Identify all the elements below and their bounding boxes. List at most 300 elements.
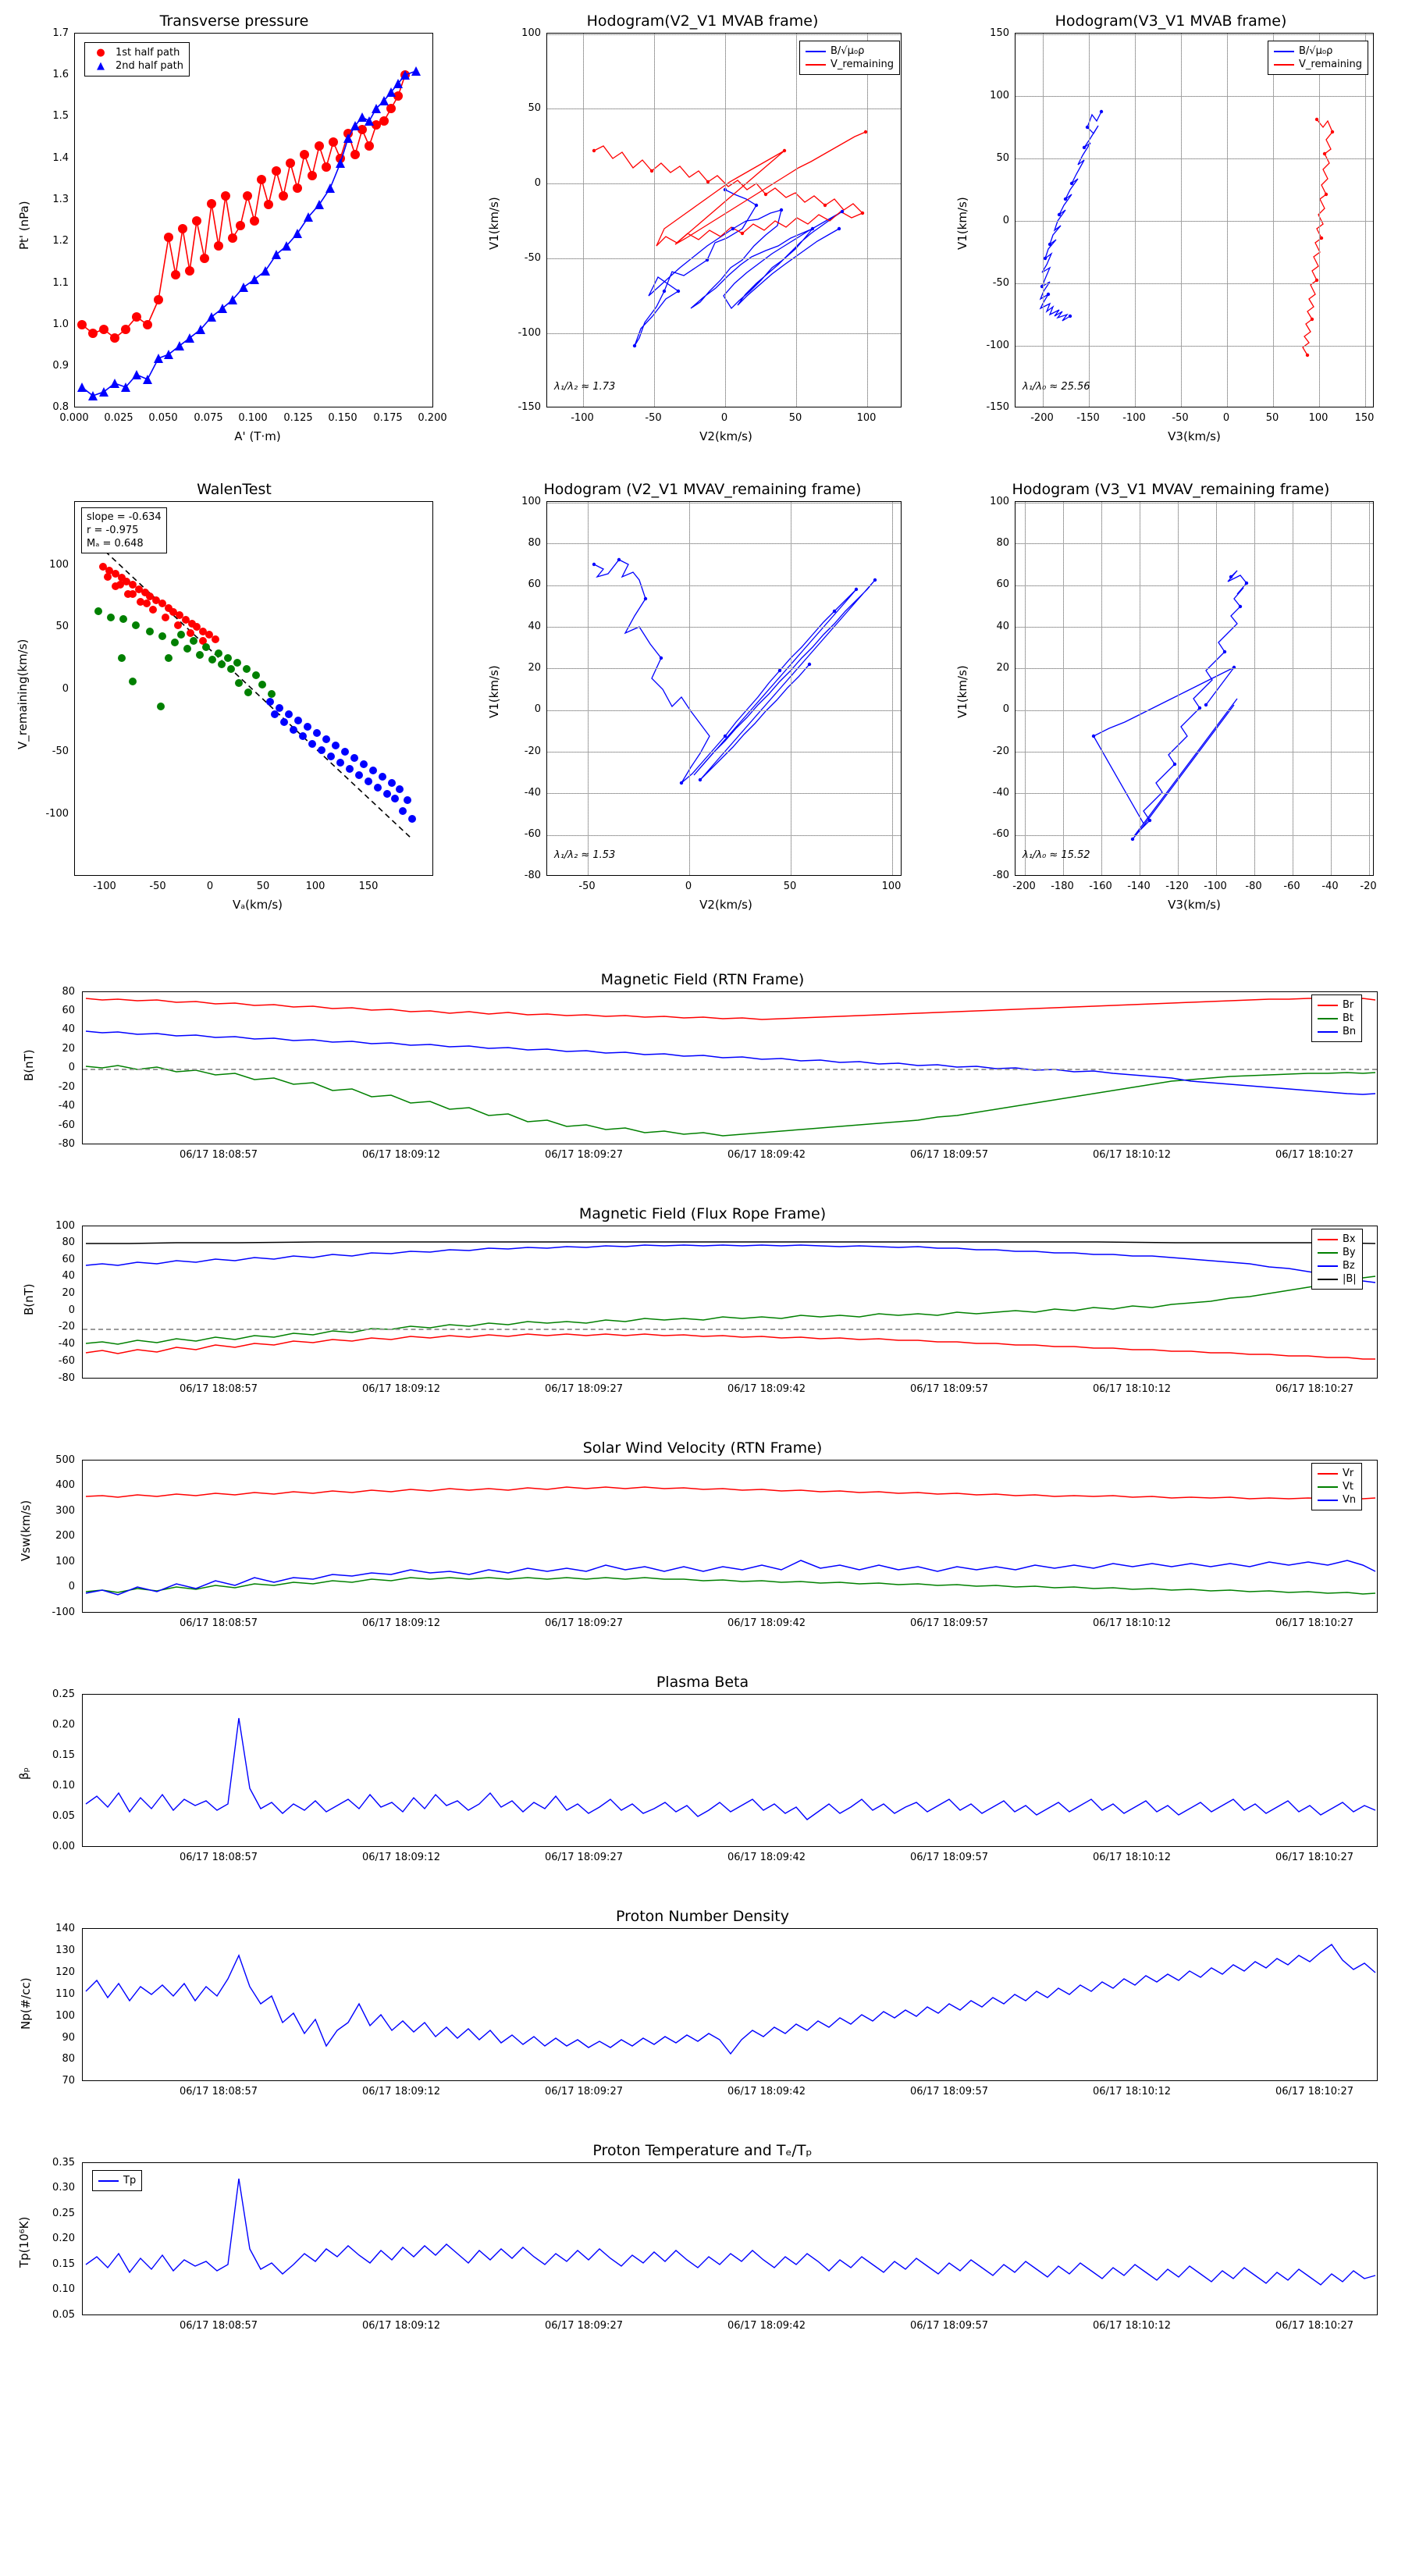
x-tick: 06/17 18:10:27 bbox=[1275, 1149, 1353, 1161]
x-tick: -60 bbox=[1283, 881, 1300, 892]
y-tick: 200 bbox=[55, 1530, 75, 1542]
y-tick: 50 bbox=[55, 621, 69, 632]
panel-title: Hodogram (V2_V1 MVAV_remaining frame) bbox=[543, 481, 862, 498]
y-tick: 0.25 bbox=[52, 2208, 75, 2219]
y-tick: 0.05 bbox=[52, 2309, 75, 2321]
x-axis-label: V3(km/s) bbox=[1168, 898, 1221, 912]
y-tick: 100 bbox=[521, 496, 541, 507]
y-tick: -60 bbox=[524, 828, 541, 840]
legend-item bbox=[91, 59, 183, 73]
y-tick: 100 bbox=[990, 90, 1009, 101]
legend-label: Tp bbox=[123, 2175, 137, 2186]
y-tick: 0.10 bbox=[52, 1780, 75, 1791]
x-tick: 0.050 bbox=[148, 412, 178, 424]
gridline bbox=[588, 502, 589, 876]
line-swatch bbox=[1274, 64, 1294, 66]
line-swatch bbox=[806, 51, 826, 52]
y-tick: -100 bbox=[518, 327, 541, 339]
x-tick: 06/17 18:09:42 bbox=[727, 2320, 806, 2332]
x-tick: 0 bbox=[1222, 412, 1230, 424]
gridline bbox=[547, 258, 902, 259]
eigenvalue-annotation: λ₁/λ₂ ≈ 1.53 bbox=[554, 849, 616, 861]
x-tick: 06/17 18:09:57 bbox=[910, 2086, 988, 2097]
panel-title: Proton Number Density bbox=[616, 1908, 789, 1925]
y-tick: 0.15 bbox=[52, 2258, 75, 2270]
panel-title: Magnetic Field (RTN Frame) bbox=[600, 971, 805, 988]
gridline bbox=[725, 34, 726, 407]
y-tick: 0 bbox=[534, 177, 541, 189]
x-tick: 0 bbox=[206, 881, 214, 892]
panel-plasma-beta bbox=[0, 1670, 1405, 1889]
x-tick: 06/17 18:09:27 bbox=[545, 1149, 623, 1161]
legend-label: Br bbox=[1343, 999, 1354, 1011]
gridline bbox=[1016, 793, 1374, 794]
slope-value: slope = -0.634 bbox=[87, 511, 162, 523]
legend bbox=[84, 42, 190, 76]
y-tick: -150 bbox=[518, 401, 541, 413]
y-tick: 20 bbox=[62, 1043, 75, 1055]
x-tick: -200 bbox=[1030, 412, 1054, 424]
x-tick: 06/17 18:09:42 bbox=[727, 2086, 806, 2097]
panel-title: Transverse pressure bbox=[159, 12, 309, 30]
line-swatch bbox=[1318, 1486, 1338, 1488]
legend-item bbox=[91, 46, 183, 59]
x-tick: 06/17 18:09:57 bbox=[910, 1852, 988, 1863]
gridline bbox=[547, 710, 902, 711]
x-tick: 06/17 18:09:57 bbox=[910, 1617, 988, 1629]
x-tick: 50 bbox=[1265, 412, 1279, 424]
gridline bbox=[1331, 502, 1332, 876]
legend-label: Bz bbox=[1343, 1260, 1355, 1272]
x-tick: 06/17 18:09:12 bbox=[362, 1149, 440, 1161]
x-tick: -120 bbox=[1165, 881, 1189, 892]
y-tick: -100 bbox=[45, 808, 69, 820]
x-tick: -100 bbox=[571, 412, 594, 424]
x-tick: -140 bbox=[1127, 881, 1151, 892]
legend-item bbox=[1318, 1246, 1357, 1259]
x-tick: 06/17 18:09:12 bbox=[362, 2320, 440, 2332]
legend-label: V_remaining bbox=[1299, 59, 1363, 70]
legend-item bbox=[1318, 1025, 1356, 1038]
x-tick: 06/17 18:09:27 bbox=[545, 2086, 623, 2097]
series-canvas bbox=[83, 1461, 1378, 1613]
x-tick: 0 bbox=[720, 412, 728, 424]
gridline bbox=[1216, 502, 1217, 876]
y-tick: 40 bbox=[62, 1270, 75, 1282]
x-tick: 06/17 18:09:12 bbox=[362, 1852, 440, 1863]
y-tick: 70 bbox=[62, 2075, 75, 2087]
y-axis-label: Pt' (nPa) bbox=[17, 201, 31, 250]
series-v-remaining bbox=[594, 132, 866, 246]
panel-hodogram-v3v1-mvav bbox=[937, 468, 1405, 921]
gridline bbox=[689, 502, 690, 876]
y-axis-label: B(nT) bbox=[22, 1283, 36, 1315]
y-tick: 0.20 bbox=[52, 1719, 75, 1731]
panel-proton-number-density bbox=[0, 1905, 1405, 2123]
y-tick: 0 bbox=[68, 1304, 75, 1316]
y-tick: 0.20 bbox=[52, 2233, 75, 2244]
gridline bbox=[1016, 668, 1374, 669]
series-canvas bbox=[83, 1695, 1378, 1847]
legend-item bbox=[1318, 1012, 1356, 1025]
x-tick: 50 bbox=[783, 881, 797, 892]
x-tick: 06/17 18:09:12 bbox=[362, 1383, 440, 1395]
x-tick: 150 bbox=[358, 881, 379, 892]
x-axis-label: Vₐ(km/s) bbox=[232, 898, 283, 912]
y-tick: 500 bbox=[55, 1454, 75, 1466]
x-tick: -100 bbox=[1122, 412, 1146, 424]
gridline bbox=[654, 34, 655, 407]
circle-marker-icon: ● bbox=[96, 47, 105, 59]
legend bbox=[1311, 1229, 1363, 1290]
series-2nd-half-path bbox=[82, 71, 416, 396]
x-axis-label: V2(km/s) bbox=[699, 429, 752, 443]
y-tick: 100 bbox=[55, 1220, 75, 1232]
y-tick: -40 bbox=[58, 1100, 75, 1112]
zero-line bbox=[83, 1329, 1377, 1330]
legend-item bbox=[1318, 1272, 1357, 1286]
y-tick: 0.05 bbox=[52, 1810, 75, 1822]
eigenvalue-annotation: λ₁/λ₀ ≈ 25.56 bbox=[1023, 381, 1090, 393]
line-swatch bbox=[1318, 1265, 1338, 1267]
line-swatch bbox=[1318, 1031, 1338, 1033]
y-tick: 1.2 bbox=[52, 235, 69, 247]
y-tick: -100 bbox=[52, 1606, 75, 1618]
x-tick: 06/17 18:10:27 bbox=[1275, 1383, 1353, 1395]
series-br bbox=[86, 998, 1375, 1019]
y-tick: 0 bbox=[62, 683, 69, 695]
series-bx bbox=[86, 1334, 1375, 1359]
plot-area bbox=[1015, 501, 1374, 876]
x-tick: 100 bbox=[856, 412, 877, 424]
series-canvas bbox=[547, 34, 902, 407]
panel-proton-temperature bbox=[0, 2139, 1405, 2357]
gridline bbox=[1016, 752, 1374, 753]
y-tick: 80 bbox=[62, 1236, 75, 1248]
series-by bbox=[86, 1276, 1375, 1344]
y-tick: 0.10 bbox=[52, 2283, 75, 2295]
plot-area bbox=[74, 33, 433, 407]
y-tick: 110 bbox=[55, 1988, 75, 2000]
y-tick: 1.6 bbox=[52, 69, 69, 80]
plot-area bbox=[74, 501, 433, 876]
gridline bbox=[1016, 543, 1374, 544]
x-tick: 100 bbox=[881, 881, 902, 892]
legend-label: B/√μ₀ρ bbox=[831, 45, 865, 57]
y-tick: 60 bbox=[62, 1005, 75, 1016]
x-tick: 06/17 18:09:27 bbox=[545, 2320, 623, 2332]
y-tick: -80 bbox=[58, 1372, 75, 1384]
x-tick: 06/17 18:09:42 bbox=[727, 1149, 806, 1161]
line-swatch bbox=[1318, 1279, 1338, 1280]
series-canvas bbox=[75, 34, 433, 407]
x-tick: 0.150 bbox=[328, 412, 357, 424]
eigenvalue-annotation: λ₁/λ₂ ≈ 1.73 bbox=[554, 381, 616, 393]
gridline bbox=[1016, 835, 1374, 836]
y-tick: 40 bbox=[996, 621, 1009, 632]
x-tick: 50 bbox=[256, 881, 270, 892]
plot-area bbox=[546, 33, 902, 407]
x-tick: 06/17 18:09:12 bbox=[362, 2086, 440, 2097]
panel-hodogram-v2v1-mvav bbox=[468, 468, 937, 921]
x-tick: 06/17 18:08:57 bbox=[180, 1149, 258, 1161]
y-tick: 0.35 bbox=[52, 2157, 75, 2169]
x-tick: 06/17 18:08:57 bbox=[180, 1383, 258, 1395]
gridline bbox=[892, 502, 893, 876]
y-tick: 0 bbox=[68, 1581, 75, 1592]
y-tick: -50 bbox=[52, 745, 69, 757]
triangle-marker-icon: ▲ bbox=[97, 60, 105, 72]
line-swatch bbox=[1318, 1018, 1338, 1019]
y-tick: 1.1 bbox=[52, 277, 69, 289]
x-tick: 06/17 18:09:42 bbox=[727, 1852, 806, 1863]
y-tick: 20 bbox=[528, 662, 541, 674]
x-tick: 06/17 18:10:12 bbox=[1093, 2320, 1171, 2332]
legend-label: |B| bbox=[1343, 1273, 1357, 1285]
x-tick: -160 bbox=[1089, 881, 1112, 892]
x-tick: -200 bbox=[1012, 881, 1036, 892]
line-swatch bbox=[1318, 1005, 1338, 1006]
panel-title: Magnetic Field (Flux Rope Frame) bbox=[578, 1205, 827, 1222]
legend-label: Vt bbox=[1343, 1481, 1353, 1493]
gridline bbox=[1178, 502, 1179, 876]
gridline bbox=[1369, 502, 1370, 876]
x-tick: 0.175 bbox=[373, 412, 403, 424]
y-tick: 1.5 bbox=[52, 110, 69, 122]
y-tick: 100 bbox=[55, 1556, 75, 1567]
panel-title: WalenTest bbox=[197, 481, 272, 498]
x-tick: 0.025 bbox=[104, 412, 133, 424]
x-tick: -50 bbox=[1172, 412, 1189, 424]
panel-title: Hodogram(V3_V1 MVAB frame) bbox=[1055, 12, 1287, 30]
gridline bbox=[1016, 346, 1374, 347]
panel-hodogram-v2v1-mvab bbox=[468, 0, 937, 453]
series-vr bbox=[86, 1487, 1375, 1499]
legend-item bbox=[1318, 998, 1356, 1012]
y-tick: -50 bbox=[524, 252, 541, 264]
y-tick: 150 bbox=[990, 27, 1009, 39]
y-tick: 400 bbox=[55, 1479, 75, 1491]
legend-label: Vn bbox=[1343, 1494, 1357, 1506]
legend-item bbox=[1318, 1493, 1356, 1507]
mach-number-value: Mₐ = 0.648 bbox=[87, 538, 144, 550]
series-v-remaining bbox=[1303, 119, 1332, 355]
y-tick: 0.8 bbox=[52, 401, 69, 413]
y-tick: 0.15 bbox=[52, 1749, 75, 1761]
y-tick: -50 bbox=[992, 277, 1009, 289]
gridline bbox=[1254, 502, 1255, 876]
panel-solar-wind-velocity bbox=[0, 1436, 1405, 1655]
x-tick: 06/17 18:09:42 bbox=[727, 1617, 806, 1629]
x-tick: -50 bbox=[645, 412, 662, 424]
y-tick: 120 bbox=[55, 1966, 75, 1978]
x-tick: 06/17 18:09:12 bbox=[362, 1617, 440, 1629]
gridline bbox=[1025, 502, 1026, 876]
plot-area bbox=[82, 1928, 1378, 2081]
x-tick: 06/17 18:09:27 bbox=[545, 1383, 623, 1395]
legend-label: B/√μ₀ρ bbox=[1299, 45, 1333, 57]
x-tick: 06/17 18:10:27 bbox=[1275, 1852, 1353, 1863]
y-tick: 100 bbox=[55, 2010, 75, 2022]
y-tick: 100 bbox=[49, 559, 69, 571]
x-tick: 06/17 18:08:57 bbox=[180, 1617, 258, 1629]
y-tick: 1.0 bbox=[52, 318, 69, 330]
y-tick: -80 bbox=[58, 1138, 75, 1150]
legend-item bbox=[98, 2174, 136, 2187]
series-bn bbox=[86, 1031, 1375, 1094]
panel-title: Hodogram(V2_V1 MVAB frame) bbox=[586, 12, 819, 30]
legend-label: Bn bbox=[1343, 1026, 1357, 1037]
y-tick: -40 bbox=[524, 787, 541, 799]
y-axis-label: V1(km/s) bbox=[487, 665, 501, 718]
x-tick: 06/17 18:10:12 bbox=[1093, 2086, 1171, 2097]
x-tick: 06/17 18:09:27 bbox=[545, 1852, 623, 1863]
line-swatch bbox=[1318, 1239, 1338, 1240]
series-np bbox=[86, 1944, 1375, 2054]
x-tick: 06/17 18:09:42 bbox=[727, 1383, 806, 1395]
legend-item bbox=[806, 58, 894, 71]
line-swatch bbox=[806, 64, 826, 66]
legend-label: By bbox=[1343, 1247, 1356, 1258]
y-tick: 20 bbox=[62, 1287, 75, 1299]
legend-label: 2nd half path bbox=[116, 60, 183, 72]
gridline bbox=[547, 627, 902, 628]
y-tick: 130 bbox=[55, 1944, 75, 1956]
legend-item bbox=[1274, 44, 1362, 58]
legend bbox=[1268, 41, 1368, 75]
x-tick: 06/17 18:09:57 bbox=[910, 1149, 988, 1161]
x-tick: -50 bbox=[149, 881, 166, 892]
y-tick: 100 bbox=[521, 27, 541, 39]
x-tick: 0.075 bbox=[194, 412, 223, 424]
x-tick: 100 bbox=[305, 881, 325, 892]
legend bbox=[799, 41, 900, 75]
y-tick: -80 bbox=[992, 870, 1009, 881]
panel-title: Plasma Beta bbox=[656, 1674, 749, 1691]
eigenvalue-annotation: λ₁/λ₀ ≈ 15.52 bbox=[1023, 849, 1090, 861]
x-tick: -100 bbox=[1204, 881, 1227, 892]
gridline bbox=[1016, 221, 1374, 222]
legend-item bbox=[1318, 1467, 1356, 1480]
legend-label: V_remaining bbox=[831, 59, 895, 70]
gridline bbox=[547, 752, 902, 753]
x-tick: -150 bbox=[1076, 412, 1100, 424]
gridline bbox=[1016, 283, 1374, 284]
x-tick: -40 bbox=[1321, 881, 1339, 892]
x-tick: 06/17 18:08:57 bbox=[180, 1852, 258, 1863]
plot-area bbox=[82, 2162, 1378, 2315]
y-tick: 80 bbox=[62, 2053, 75, 2065]
x-tick: 06/17 18:10:27 bbox=[1275, 1617, 1353, 1629]
y-tick: 140 bbox=[55, 1923, 75, 1934]
y-tick: 1.7 bbox=[52, 27, 69, 39]
gridline bbox=[796, 34, 797, 407]
gridline bbox=[547, 668, 902, 669]
gridline bbox=[1016, 34, 1374, 35]
y-tick: -150 bbox=[986, 401, 1009, 413]
x-tick: 0.000 bbox=[59, 412, 89, 424]
series-bz bbox=[86, 1245, 1375, 1283]
y-axis-label: V1(km/s) bbox=[955, 665, 969, 718]
series-canvas bbox=[83, 1226, 1378, 1379]
line-swatch bbox=[1318, 1252, 1338, 1254]
x-tick: 0.125 bbox=[283, 412, 313, 424]
x-tick: -80 bbox=[1245, 881, 1262, 892]
gridline bbox=[547, 835, 902, 836]
plot-area bbox=[82, 1694, 1378, 1847]
gridline bbox=[547, 333, 902, 334]
panel-walen-test bbox=[0, 468, 468, 921]
panel-title: Hodogram (V3_V1 MVAV_remaining frame) bbox=[1012, 481, 1330, 498]
y-tick: 90 bbox=[62, 2032, 75, 2044]
series-plasma-beta bbox=[86, 1718, 1375, 1820]
y-tick: -40 bbox=[992, 787, 1009, 799]
panel-hodogram-v3v1-mvab bbox=[937, 0, 1405, 453]
x-tick: 06/17 18:10:12 bbox=[1093, 1383, 1171, 1395]
series-canvas bbox=[547, 502, 902, 876]
plot-area bbox=[82, 1460, 1378, 1613]
gridline bbox=[867, 34, 868, 407]
y-tick: -60 bbox=[58, 1119, 75, 1131]
y-tick: 1.4 bbox=[52, 152, 69, 164]
x-tick: 0.100 bbox=[238, 412, 268, 424]
y-axis-label: V_remaining(km/s) bbox=[16, 639, 30, 749]
plot-area bbox=[1015, 33, 1374, 407]
x-tick: 06/17 18:09:57 bbox=[910, 1383, 988, 1395]
x-tick: 150 bbox=[1354, 412, 1375, 424]
gridline bbox=[547, 585, 902, 586]
legend-item bbox=[1318, 1259, 1357, 1272]
y-tick: -80 bbox=[524, 870, 541, 881]
series-canvas bbox=[75, 502, 433, 876]
legend-label: 1st half path bbox=[116, 47, 180, 59]
panel-magnetic-field-flux-rope bbox=[0, 1202, 1405, 1421]
gridline bbox=[1063, 502, 1064, 876]
y-tick: -100 bbox=[986, 340, 1009, 351]
x-tick: -100 bbox=[93, 881, 116, 892]
y-axis-label: Np(#/cc) bbox=[19, 1977, 33, 2030]
y-tick: 80 bbox=[62, 986, 75, 998]
gridline bbox=[1016, 96, 1374, 97]
x-tick: 100 bbox=[1308, 412, 1329, 424]
y-tick: -20 bbox=[992, 745, 1009, 757]
y-tick: 60 bbox=[528, 578, 541, 590]
series-hodogram bbox=[594, 560, 875, 783]
legend bbox=[92, 2170, 142, 2191]
x-tick: 06/17 18:08:57 bbox=[180, 2320, 258, 2332]
y-tick: 100 bbox=[990, 496, 1009, 507]
legend-item bbox=[1318, 1480, 1356, 1493]
legend-item bbox=[806, 44, 894, 58]
y-tick: 80 bbox=[528, 537, 541, 549]
x-tick: -50 bbox=[578, 881, 596, 892]
series-babs bbox=[86, 1242, 1375, 1244]
gridline bbox=[547, 543, 902, 544]
x-axis-label: A' (T·m) bbox=[234, 429, 281, 443]
gridline bbox=[1016, 627, 1374, 628]
gridline bbox=[1016, 585, 1374, 586]
y-tick: 60 bbox=[996, 578, 1009, 590]
x-tick: -180 bbox=[1051, 881, 1074, 892]
series-bt bbox=[86, 1066, 1375, 1136]
series-canvas bbox=[83, 2163, 1378, 2315]
y-tick: -20 bbox=[58, 1081, 75, 1093]
plot-area bbox=[82, 1226, 1378, 1379]
series-hodogram bbox=[1094, 571, 1247, 839]
x-tick: 50 bbox=[788, 412, 802, 424]
legend-item bbox=[1274, 58, 1362, 71]
y-tick: 50 bbox=[996, 152, 1009, 164]
